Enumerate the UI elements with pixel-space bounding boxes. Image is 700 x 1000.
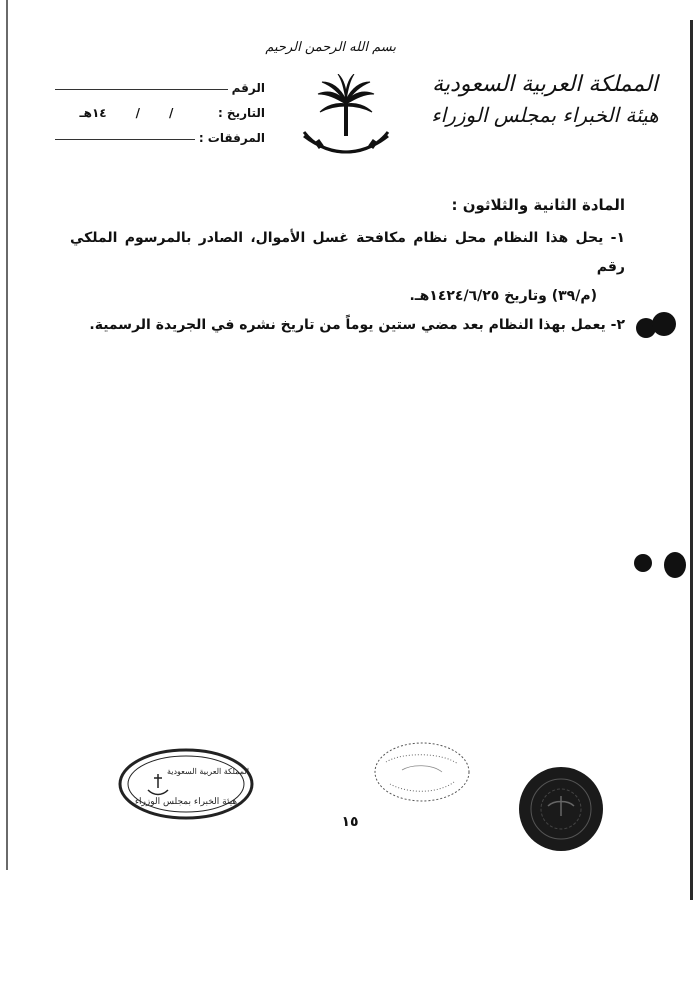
bismillah: بسم الله الرحمن الرحيم <box>265 40 396 55</box>
binder-hole-mark <box>664 552 686 578</box>
binder-hole-mark <box>652 312 676 336</box>
binder-hole-mark <box>634 554 652 572</box>
stamp-left-text-1: المملكة العربية السعودية <box>166 767 250 776</box>
article-item-1: ١- يحل هذا النظام محل نظام مكافحة غسل الأموال، الصادر بالمرسوم الملكي رقم <box>70 230 625 275</box>
date-field <box>55 95 265 120</box>
organization-header <box>425 70 665 130</box>
official-stamp-left <box>118 748 254 820</box>
article-item-1-continuation: (م/٣٩) وتاريخ ١٤٢٤/٦/٢٥هـ. <box>409 288 597 304</box>
scan-edge-left <box>6 0 8 870</box>
date-slash: / <box>135 106 141 120</box>
org-name-experts-commission: هيئة الخبراء بمجلس الوزراء <box>431 103 659 127</box>
saudi-emblem-icon <box>300 74 392 162</box>
official-seal-right <box>518 766 604 852</box>
letter-meta-fields <box>55 70 265 145</box>
number-field <box>55 70 265 95</box>
number-blank-line <box>55 88 228 90</box>
official-stamp-center <box>372 740 472 804</box>
page-number: ١٥ <box>341 814 359 830</box>
date-label: التاريخ : <box>217 106 265 120</box>
attachments-field <box>55 120 265 145</box>
article-heading: المادة الثانية والثلاثون : <box>451 196 625 214</box>
date-hijri-suffix: ١٤هـ <box>79 106 107 120</box>
attachments-blank-line <box>55 138 195 140</box>
stamp-left-text-2: هيئة الخبراء بمجلس الوزراء <box>134 797 238 807</box>
attachments-label: المرفقات : <box>198 131 265 145</box>
number-label: الرقم <box>231 81 265 95</box>
article-body <box>70 196 625 340</box>
scan-edge-right <box>690 20 693 900</box>
article-item-2: ٢- يعمل بهذا النظام بعد مضي ستين يوماً من تاريخ نشره في الجريدة الرسمية. <box>89 317 625 333</box>
date-blank <box>55 106 218 120</box>
date-slash: / <box>169 106 174 120</box>
org-name-kingdom: المملكة العربية السعودية <box>432 72 658 97</box>
